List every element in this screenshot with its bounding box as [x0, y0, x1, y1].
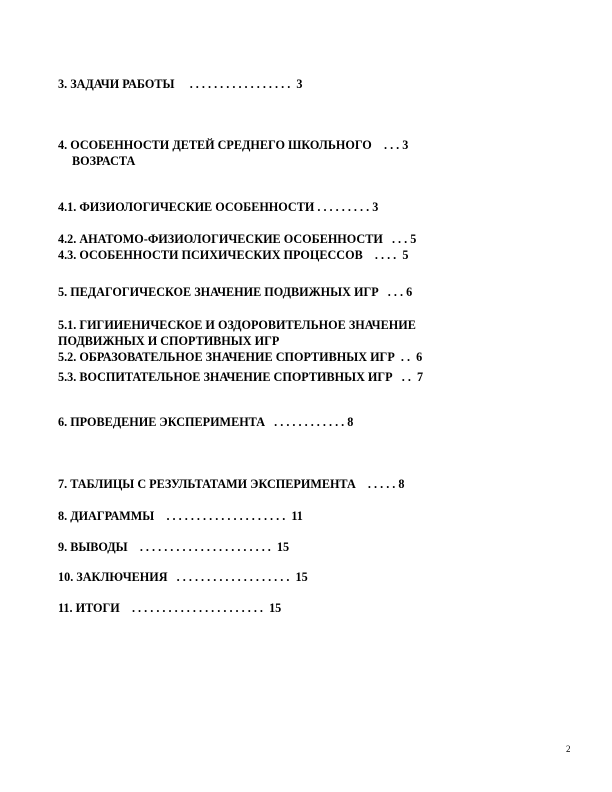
toc-entry-8-diagrams: 8. ДИАГРАММЫ . . . . . . . . . . . . . . . . . . . . 11: [58, 509, 303, 523]
toc-entry-3-tasks: 3. ЗАДАЧИ РАБОТЫ . . . . . . . . . . . . . . . . . 3: [58, 77, 303, 91]
toc-entry-6-experiment: 6. ПРОВЕДЕНИЕ ЭКСПЕРИМЕНТА . . . . . . . . . . . . 8: [58, 415, 354, 429]
toc-entry-5-1-hygienic-value-continued: ПОДВИЖНЫХ И СПОРТИВНЫХ ИГР: [58, 334, 280, 348]
toc-entry-4-3-mental-processes: 4.3. ОСОБЕННОСТИ ПСИХИЧЕСКИХ ПРОЦЕССОВ . . . . 5: [58, 248, 409, 262]
toc-entry-7-result-tables: 7. ТАБЛИЦЫ С РЕЗУЛЬТАТАМИ ЭКСПЕРИМЕНТА . . . . . 8: [58, 477, 405, 491]
toc-entry-9-conclusions: 9. ВЫВОДЫ . . . . . . . . . . . . . . . . . . . . . . 15: [58, 540, 290, 554]
toc-entry-4-age-features-continued: ВОЗРАСТА: [72, 154, 136, 168]
toc-entry-11-totals: 11. ИТОГИ . . . . . . . . . . . . . . . . . . . . . . 15: [58, 601, 282, 615]
toc-entry-4-1-physiological: 4.1. ФИЗИОЛОГИЧЕСКИЕ ОСОБЕННОСТИ . . . . . . . . . 3: [58, 200, 379, 214]
toc-entry-4-2-anatomo-physiological: 4.2. АНАТОМО-ФИЗИОЛОГИЧЕСКИЕ ОСОБЕННОСТИ . . . 5: [58, 232, 417, 246]
toc-entry-5-pedagogical-value: 5. ПЕДАГОГИЧЕСКОЕ ЗНАЧЕНИЕ ПОДВИЖНЫХ ИГР . . . 6: [58, 285, 413, 299]
toc-entry-10-summary: 10. ЗАКЛЮЧЕНИЯ . . . . . . . . . . . . . . . . . . . 15: [58, 570, 308, 584]
toc-entry-4-age-features: 4. ОСОБЕННОСТИ ДЕТЕЙ СРЕДНЕГО ШКОЛЬНОГО . . . 3: [58, 138, 409, 152]
toc-entry-5-3-upbringing-value: 5.3. ВОСПИТАТЕЛЬНОЕ ЗНАЧЕНИЕ СПОРТИВНЫХ ИГР . . 7: [58, 370, 424, 384]
toc-entry-5-1-hygienic-value: 5.1. ГИГИИЕНИЧЕСКОЕ И ОЗДОРОВИТЕЛЬНОЕ ЗНАЧЕНИЕ: [58, 318, 416, 332]
toc-entry-5-2-educational-value: 5.2. ОБРАЗОВАТЕЛЬНОЕ ЗНАЧЕНИЕ СПОРТИВНЫХ ИГР . . 6: [58, 350, 423, 364]
page-number: 2: [566, 744, 571, 754]
